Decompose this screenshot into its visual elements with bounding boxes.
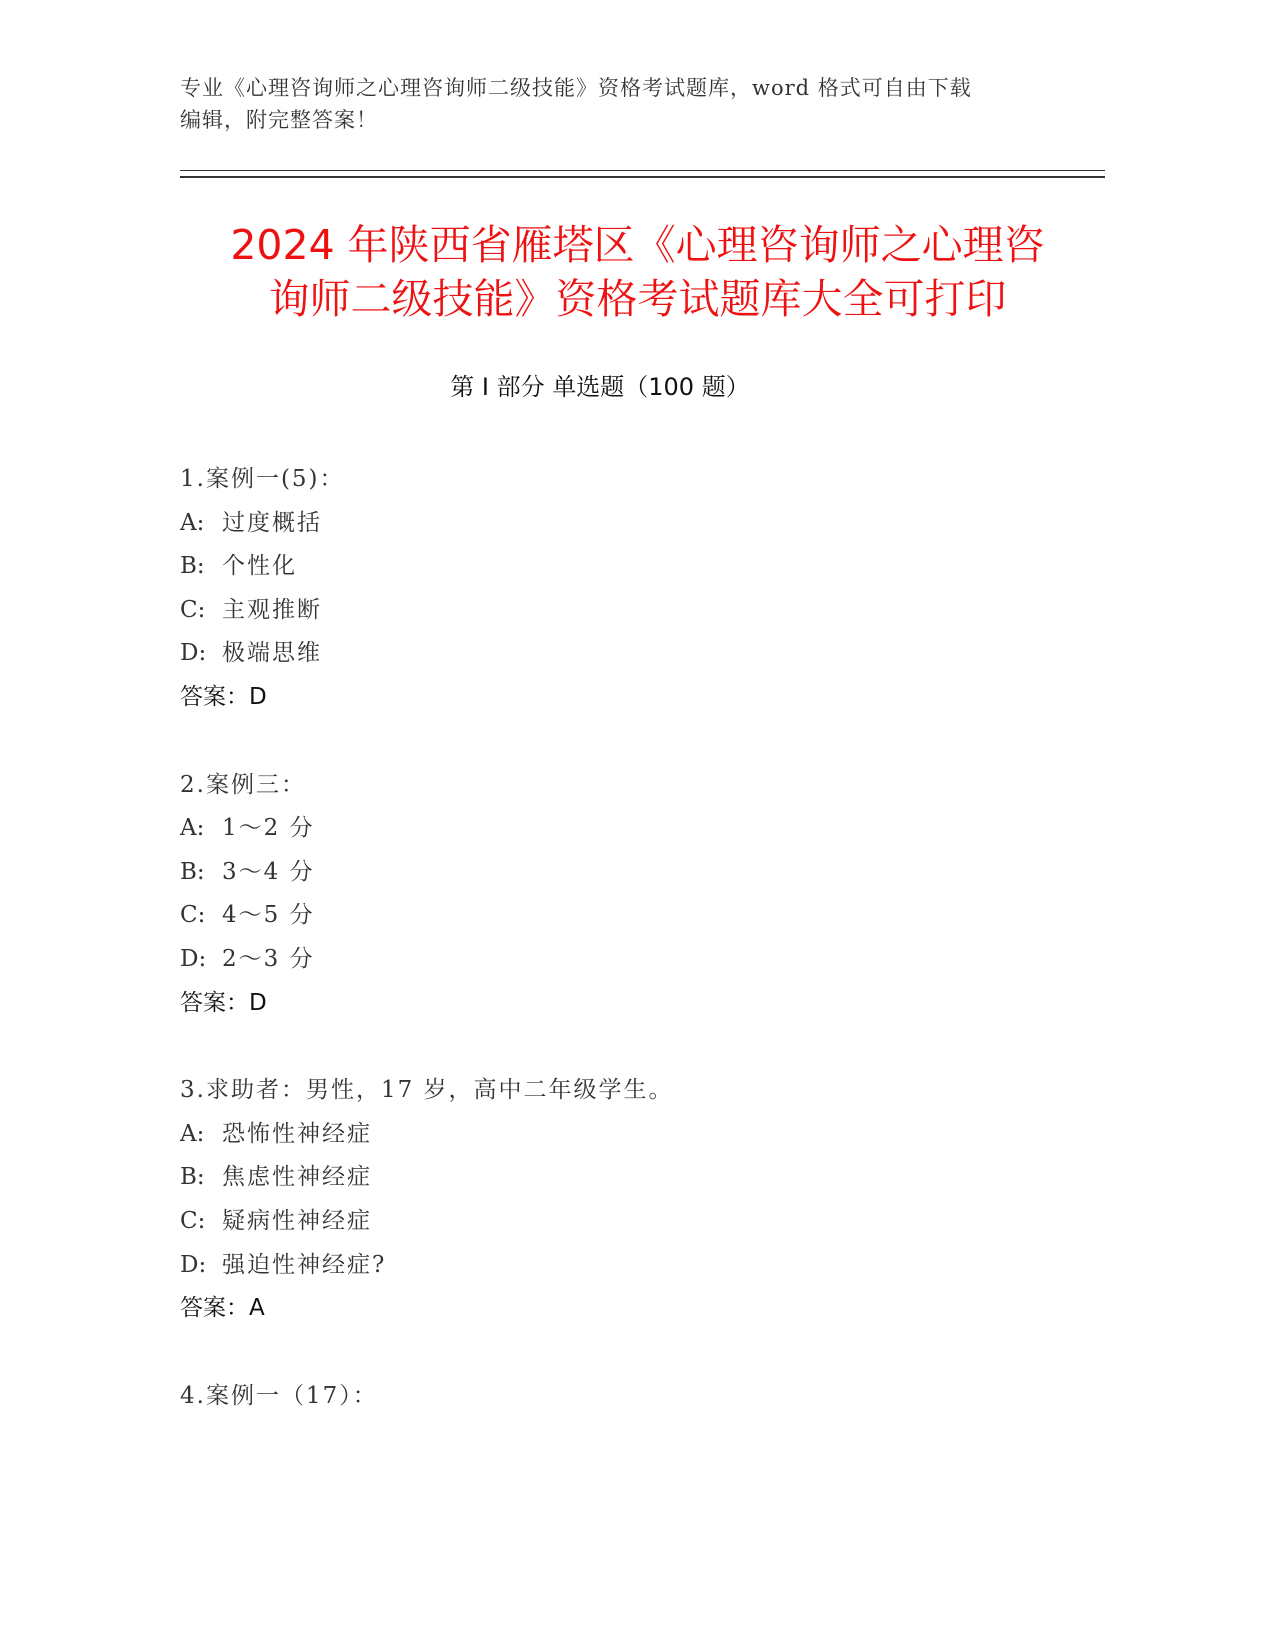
option-text: 焦虑性神经症	[222, 1164, 372, 1191]
question-3	[180, 1069, 1080, 1331]
option-letter: B:	[180, 553, 205, 580]
option-letter: C:	[180, 1207, 206, 1234]
header-divider-thin	[180, 170, 1105, 171]
option-letter: C:	[180, 902, 206, 929]
option-letter: A:	[180, 1120, 205, 1147]
option-a	[180, 502, 1080, 546]
option-letter: D:	[180, 945, 207, 972]
option-d	[180, 1244, 1080, 1288]
document-title-line-1: 2024 年陕西省雁塔区《心理咨询师之心理咨	[230, 221, 1045, 269]
option-d	[180, 632, 1080, 676]
header-note-line-2: 编辑，附完整答案！	[180, 108, 378, 132]
option-text: 3～4 分	[222, 858, 315, 885]
option-text: 4～5 分	[222, 902, 315, 929]
option-letter: D:	[180, 1251, 207, 1278]
header-note	[180, 72, 1060, 136]
answer-value: D	[249, 989, 267, 1016]
question-4	[180, 1375, 1080, 1419]
answer-label: 答案：	[180, 989, 249, 1016]
option-c	[180, 894, 1080, 938]
option-b	[180, 851, 1080, 895]
option-a	[180, 807, 1080, 851]
question-2	[180, 764, 1080, 1026]
option-letter: A:	[180, 815, 205, 842]
option-c	[180, 589, 1080, 633]
answer-value: A	[249, 1295, 265, 1322]
question-list	[180, 458, 1080, 1462]
section-title: 第 I 部分 单选题（100 题）	[450, 373, 750, 401]
option-letter: C:	[180, 596, 206, 623]
option-d	[180, 938, 1080, 982]
document-title	[150, 218, 1125, 326]
answer-line	[180, 1287, 1080, 1331]
document-title-line-2: 询师二级技能》资格考试题库大全可打印	[268, 275, 1007, 323]
option-text: 极端思维	[222, 640, 322, 667]
option-text: 强迫性神经症?	[222, 1251, 387, 1278]
option-text: 2～3 分	[222, 945, 315, 972]
question-stem: 2.案例三：	[180, 771, 306, 798]
header-note-line-1: 专业《心理咨询师之心理咨询师二级技能》资格考试题库，word 格式可自由下载	[180, 76, 972, 100]
option-letter: B:	[180, 858, 205, 885]
option-text: 过度概括	[222, 509, 322, 536]
option-b	[180, 545, 1080, 589]
header-divider-thick	[180, 176, 1105, 178]
option-text: 恐怖性神经症	[222, 1120, 372, 1147]
option-c	[180, 1200, 1080, 1244]
answer-value: D	[249, 683, 267, 710]
option-a	[180, 1113, 1080, 1157]
question-stem: 3.求助者：男性，17 岁，高中二年级学生。	[180, 1077, 674, 1104]
option-text: 疑病性神经症	[222, 1207, 372, 1234]
option-letter: A:	[180, 509, 205, 536]
question-stem: 4.案例一（17）：	[180, 1382, 378, 1409]
option-text: 主观推断	[222, 596, 322, 623]
answer-label: 答案：	[180, 683, 249, 710]
option-b	[180, 1156, 1080, 1200]
option-letter: B:	[180, 1164, 205, 1191]
answer-line	[180, 676, 1080, 720]
question-stem: 1.案例一(5)：	[180, 466, 345, 492]
option-text: 个性化	[222, 553, 297, 580]
answer-line	[180, 982, 1080, 1026]
answer-label: 答案：	[180, 1295, 249, 1322]
question-1	[180, 458, 1080, 720]
option-text: 1～2 分	[222, 815, 315, 842]
option-letter: D:	[180, 640, 207, 667]
